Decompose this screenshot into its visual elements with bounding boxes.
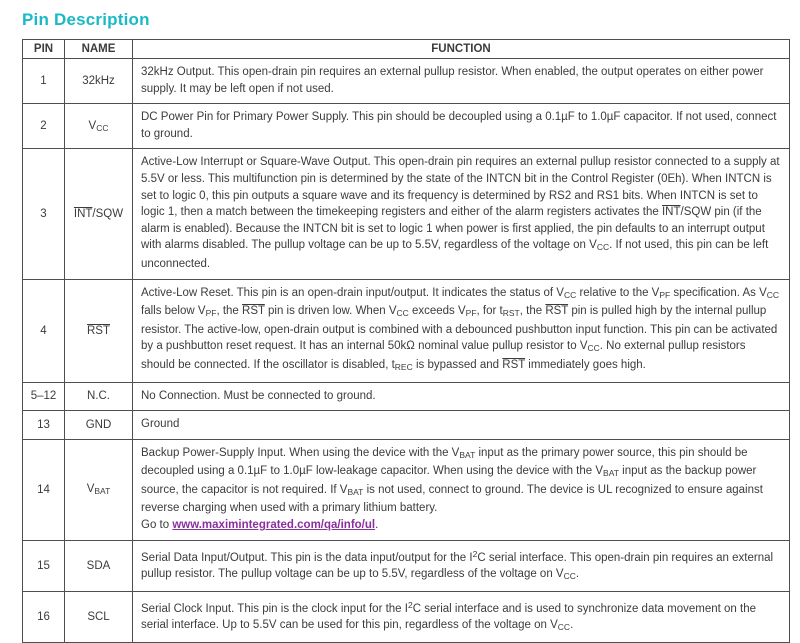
superscript-text: 2 xyxy=(472,548,478,559)
function-cell xyxy=(133,279,790,382)
header-name: NAME xyxy=(65,40,133,59)
text-segment: SDA xyxy=(86,559,111,572)
subscript-text: BAT xyxy=(347,486,364,497)
page-title: Pin Description xyxy=(22,10,150,29)
text-segment: input as the primary power source, this pin should be decoupled using a 0.1µF to 1.0µF low-leakage capacitor. When using the device with the V xyxy=(141,446,748,478)
text-segment: pin is driven low. When V xyxy=(264,305,397,318)
overline-text: $\overline{RST}$ xyxy=(502,358,526,371)
superscript-text: 2 xyxy=(407,599,413,610)
text-segment: , for t xyxy=(476,305,503,318)
subscript-text: RST xyxy=(502,308,520,319)
name-cell xyxy=(65,439,133,540)
subscript-text: BAT xyxy=(603,468,619,479)
pin-cell: 4 xyxy=(23,279,65,382)
header-row xyxy=(23,40,790,59)
subscript-text: BAT xyxy=(459,449,476,460)
table-row xyxy=(23,591,790,642)
overline-text: $\overline{RST}$ xyxy=(87,324,110,337)
table-row xyxy=(23,104,790,149)
function-cell xyxy=(133,59,790,104)
text-segment: . xyxy=(575,568,580,581)
text-segment: SCL xyxy=(87,610,110,623)
pin-cell: 13 xyxy=(23,411,65,440)
text-segment: . xyxy=(375,519,379,532)
pin-cell: 2 xyxy=(23,104,65,149)
text-segment: N.C. xyxy=(87,390,110,403)
subscript-text: CC xyxy=(587,343,600,354)
table-row xyxy=(23,382,790,411)
pin-description-table xyxy=(22,39,790,643)
text-segment: Active-Low Interrupt or Square-Wave Output. This open-drain pin requires an external pullup resistor connected to a supply at 5.5V or less. This multifunction pin is determined by the state of the INTCN bit in the Control Register (0Eh). When INTCN is set to logic 0, this pin outputs a square wave and its frequency is determined by RS2 and RS1 bits. When INTCN is set to logic 1, then a match between the timekeeping registers and either of the alarm registers activates the xyxy=(141,156,780,219)
text-segment: 32kHz xyxy=(82,75,115,88)
function-cell xyxy=(133,540,790,591)
function-cell xyxy=(133,591,790,642)
text-segment: Serial Clock Input. This pin is the clock input for the I xyxy=(141,602,408,615)
subscript-text: CC xyxy=(396,308,409,319)
table-row xyxy=(23,279,790,382)
table-row xyxy=(23,439,790,540)
text-segment: , the xyxy=(216,305,243,318)
name-cell xyxy=(65,591,133,642)
text-segment: is not used, connect to ground. The device is UL recognized to ensure against reverse charging when used with a primary lithium battery. xyxy=(141,483,763,515)
text-segment: C serial interface and is used to synchronize data movement on the serial interface. Up to 5.5V can be used for this pin, regardless of the voltage on V xyxy=(141,602,756,632)
function-cell xyxy=(133,149,790,279)
overline-text: $\overline{RST}$ xyxy=(545,305,569,318)
text-segment: pin is pulled high by the internal pullup resistor. The active-low, open-drain output is combined with a debounced pushbutton input function. This pin can be activated by a pushbutton reset request. It has an internal 50kΩ nominal value pullup resistor to V xyxy=(141,305,778,353)
subscript-text: CC xyxy=(557,622,571,633)
text-segment: exceeds V xyxy=(408,305,466,318)
ul-info-link[interactable]: www.maximintegrated.com/qa/info/ul xyxy=(172,519,376,532)
function-cell xyxy=(133,382,790,411)
overline-text: $\overline{RST}$ xyxy=(242,305,265,318)
subscript-text: PF xyxy=(205,308,217,319)
text-segment: , the xyxy=(519,305,546,318)
name-cell xyxy=(65,149,133,279)
text-segment: specification. As V xyxy=(670,286,767,299)
text-segment: Go to xyxy=(141,519,173,532)
table-body xyxy=(23,59,790,643)
subscript-text: BAT xyxy=(94,486,111,497)
name-cell xyxy=(65,540,133,591)
text-segment: V xyxy=(88,119,97,132)
name-cell xyxy=(65,279,133,382)
pin-cell: 14 xyxy=(23,439,65,540)
function-cell xyxy=(133,104,790,149)
subscript-text: REC xyxy=(394,361,413,372)
table-row xyxy=(23,540,790,591)
text-segment: No Connection. Must be connected to ground. xyxy=(141,389,376,402)
subscript-text: CC xyxy=(563,289,577,300)
text-segment: Backup Power-Supply Input. When using the device with the V xyxy=(141,446,460,459)
overline-text: $\overline{INT}$ xyxy=(73,207,93,220)
text-segment: relative to the V xyxy=(576,286,660,299)
text-segment: DC Power Pin for Primary Power Supply. This pin should be decoupled using a 0.1µF to 1.0µF capacitor. If not used, connect to ground. xyxy=(141,111,777,140)
function-cell xyxy=(133,411,790,440)
text-segment: Ground xyxy=(141,418,180,431)
text-segment: is bypassed and xyxy=(412,358,503,371)
subscript-text: CC xyxy=(596,242,610,253)
name-cell xyxy=(65,59,133,104)
text-segment: Active-Low Reset. This pin is an open-drain input/output. It indicates the status of V xyxy=(141,286,564,299)
subscript-text: CC xyxy=(563,571,576,582)
subscript-text: CC xyxy=(766,289,780,300)
name-cell xyxy=(65,104,133,149)
text-segment: . No external pullup resistors should be connected. If the oscillator is disabled, t xyxy=(141,340,746,371)
text-segment: . xyxy=(570,619,574,632)
text-segment: /SQW pin (if the alarm is enabled). Because the INTCN bit is set to logic 1 when power is first applied, the pin defaults to an interrupt output with alarms disabled. The pullup voltage can be up to 5.5V, regardless of the voltage on V xyxy=(141,206,765,252)
header-pin: PIN xyxy=(23,40,65,59)
table-row xyxy=(23,59,790,104)
pin-cell: 1 xyxy=(23,59,65,104)
text-segment: Serial Data Input/Output. This pin is the data input/output for the I xyxy=(141,551,473,564)
name-cell xyxy=(65,411,133,440)
text-segment: falls below V xyxy=(141,305,206,318)
text-segment: V xyxy=(86,483,95,496)
text-segment: GND xyxy=(85,418,112,431)
subscript-text: PF xyxy=(659,289,671,300)
subscript-text: PF xyxy=(465,308,477,319)
pin-cell: 16 xyxy=(23,591,65,642)
name-cell xyxy=(65,382,133,411)
table-header xyxy=(23,40,790,59)
text-segment: immediately goes high. xyxy=(525,358,646,371)
table-row xyxy=(23,411,790,440)
text-segment: 32kHz Output. This open-drain pin requires an external pullup resistor. When enabled, the output operates on either power supply. It may be left open if not used. xyxy=(141,66,764,95)
pin-cell: 5–12 xyxy=(23,382,65,411)
overline-text: $\overline{INT}$ xyxy=(661,206,681,219)
function-cell xyxy=(133,439,790,540)
pin-cell: 15 xyxy=(23,540,65,591)
header-function: FUNCTION xyxy=(133,40,790,59)
text-segment: C serial interface. This open-drain pin requires an external pullup resistor. The pullup voltage can be up to 5.5V, regardless of the voltage on V xyxy=(141,551,774,581)
subscript-text: CC xyxy=(96,122,109,133)
table-row xyxy=(23,149,790,279)
text-segment: . If not used, this pin can be left unconnected. xyxy=(141,239,769,270)
pin-cell: 3 xyxy=(23,149,65,279)
text-segment: input as the backup power source, the capacitor is not required. If V xyxy=(141,465,757,496)
text-segment: /SQW xyxy=(92,207,124,220)
